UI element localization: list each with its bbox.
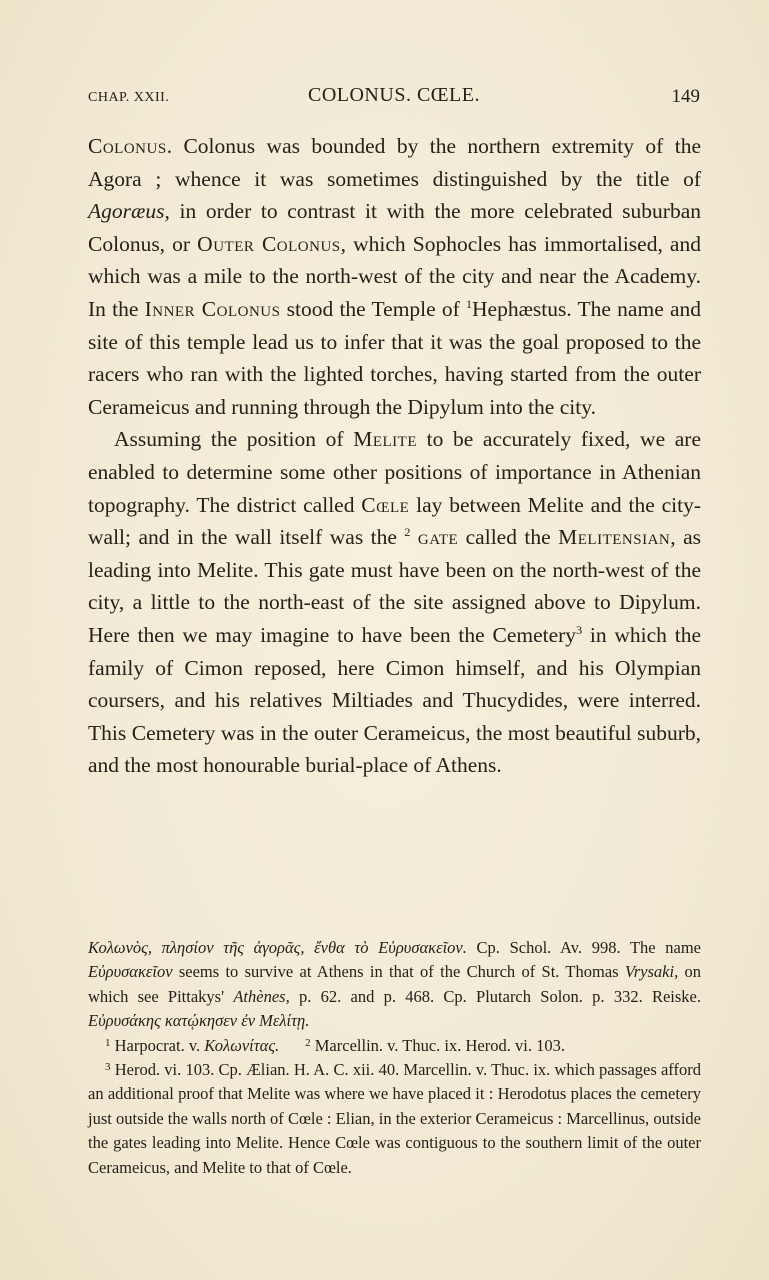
text-run: seems to survive at Athens in that of the Church of St. Thomas xyxy=(172,962,625,982)
footnote-ref-2: 2 xyxy=(404,525,411,540)
text-run: on which see Pittakys' xyxy=(88,962,702,1006)
text-run: Herod. vi. 103. Cp. Ælian. H. A. C. xii. 40. Marcellin. v. Thuc. ix. which passages afford an additional proof that Melite was where we have placed it : Herodotus places the cemetery just outside the walls north of Cœle : Elian, in the exterior Cerameicus : Marcellinus, outside the gates leading into Melite. Hence Cœle was contiguous to the southern limit of the outer Cerameicus, and Melite to that of Cœle. xyxy=(88,1060,701,1177)
text-run: , which Sophocles has immortalised, and which was a mile to the north-west of the city and near the Academy. In the xyxy=(88,231,701,321)
text-run: , as leading into Melite. This gate must have been on the north-west of the city, a little to the north-east of the site assigned above to Dipylum. Here then we may imagine to have been the Cemetery xyxy=(88,525,702,647)
term-melite: Melite xyxy=(353,427,417,452)
footnote-ref-3: 3 xyxy=(576,622,583,637)
greek-text: Εὐρυσάκης κατῴκησεν ἐν Μελίτῃ. xyxy=(88,1011,310,1031)
text-run: stood the Temple of xyxy=(280,296,466,321)
term-gate: gate xyxy=(417,525,459,550)
term-outer-colonus: Outer Colonus xyxy=(197,231,341,256)
text-run: p. 62. and p. 468. Cp. Plutarch Solon. p. 332. Reiske. xyxy=(289,986,701,1006)
footnote-marker-2: 2 xyxy=(305,1036,311,1049)
footnote-marker-1: 1 xyxy=(105,1036,111,1049)
greek-text: Κολωνίτας. xyxy=(204,1035,280,1055)
page-title: COLONUS. CŒLE. xyxy=(307,84,480,106)
footnotes xyxy=(88,936,701,1180)
greek-text: Εὐρυσακεῖον xyxy=(88,962,173,982)
footnote-ref-1: 1 xyxy=(466,296,472,311)
footnote-marker-3: 3 xyxy=(105,1061,111,1074)
text-run: to be accurately fixed, we are enabled to determine some other positions of importance in Athenian topography. The district called xyxy=(88,427,702,517)
running-header xyxy=(88,84,700,112)
term-colonus: Colonus xyxy=(88,134,167,158)
text-run: in which the family of Cimon reposed, here Cimon himself, and his Olympian coursers, and his relatives Miltiades and Thucydides, were interred. This Cemetery was in the outer Cerameicus, the most beautiful suburb, and the most honourable burial-place of Athens. xyxy=(88,622,701,778)
text-run: . Colonus was bounded by the northern extremity of the Agora ; whence it was sometimes distinguished by the title of xyxy=(88,134,701,191)
term-melitensian: Melitensian xyxy=(558,525,671,550)
text-run: in order to contrast it with the more celebrated suburban Colonus, or xyxy=(88,199,701,256)
greek-text: Κολωνὸς, πλησίον τῆς ἀγορᾶς, ἔνθα τὸ Εὐρυσακεῖον. xyxy=(88,938,467,957)
footnote-0 xyxy=(88,936,701,1034)
text-run: lay between Melite and the city-wall; and in the wall itself was the xyxy=(88,492,701,550)
text-run: Hephæstus. The name and site of this temple lead us to infer that it was the goal proposed to the racers who ran with the lighted torches, having started from the outer Cerameicus and running through the Dipylum into the city. xyxy=(88,296,701,419)
paragraph-colonus xyxy=(88,130,701,423)
text-run: Marcellin. v. Thuc. ix. Herod. vi. 103. xyxy=(310,1035,565,1055)
term-inner-colonus: Inner Colonus xyxy=(144,296,281,321)
footnote-3 xyxy=(88,1058,701,1180)
text-run: Cp. Schol. Av. 998. The name xyxy=(466,938,701,957)
page-number: 149 xyxy=(671,86,700,107)
text-run: Harpocrat. v. xyxy=(110,1035,205,1055)
chapter-label: CHAP. XXII. xyxy=(88,90,170,105)
main-text xyxy=(88,130,701,782)
italic-text: Athènes, xyxy=(233,986,290,1006)
footnotes-1-2 xyxy=(88,1034,701,1058)
italic-text: Vrysaki, xyxy=(624,962,679,982)
term-agoraeus: Agoræus, xyxy=(88,199,170,224)
term-coele: Cœle xyxy=(361,492,410,517)
text-run: Assuming the position of xyxy=(114,427,354,452)
text-run: called the xyxy=(458,525,559,550)
paragraph-melite xyxy=(88,423,701,782)
